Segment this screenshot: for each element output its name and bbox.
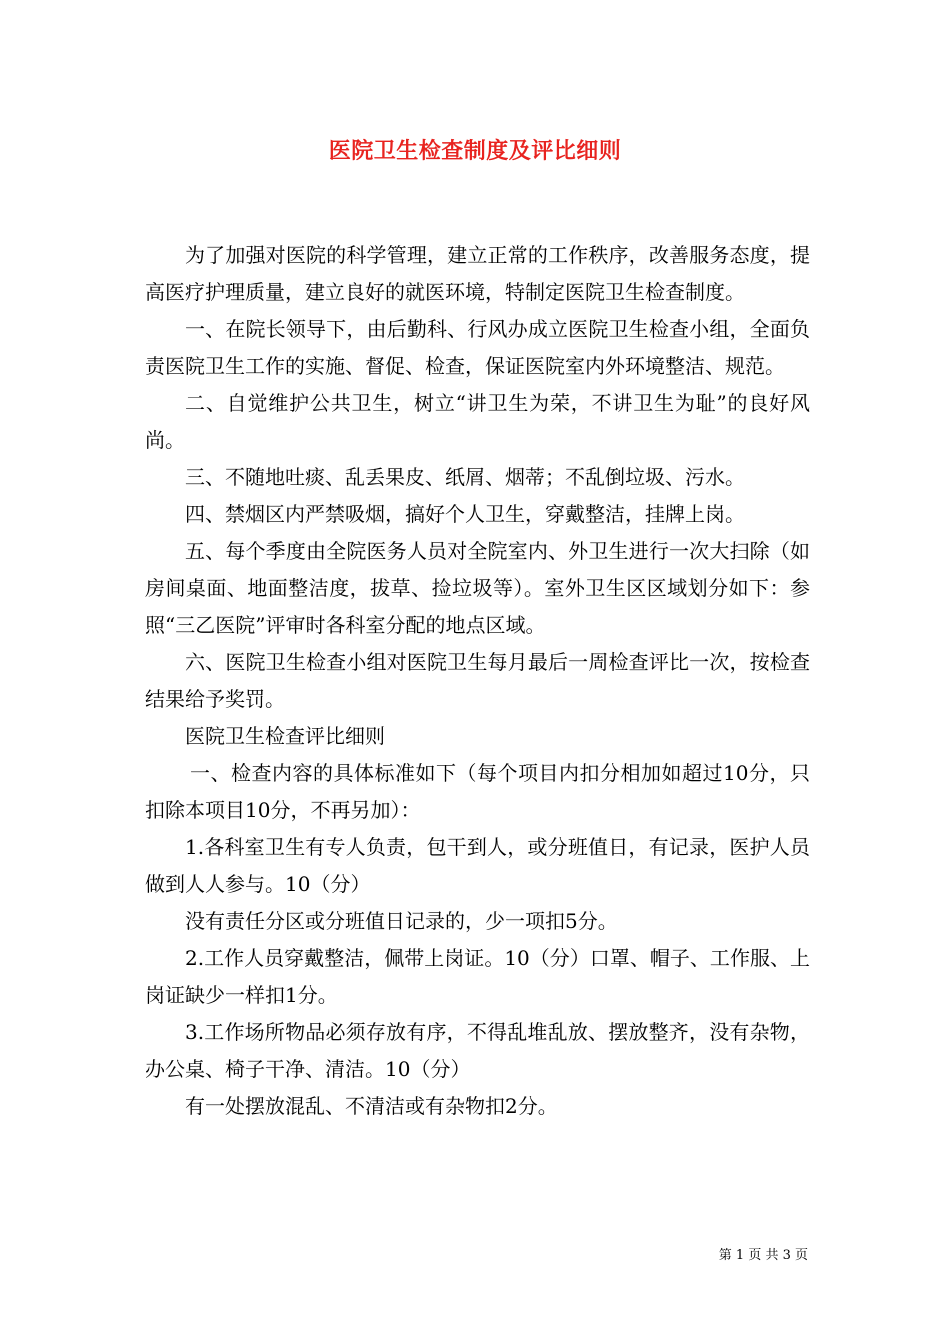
paragraph-intro: 为了加强对医院的科学管理，建立正常的工作秩序，改善服务态度，提高医疗护理质量，建立良好的就医环境，特制定医院卫生检查制度。 — [145, 243, 810, 304]
paragraph-item-6: 六、医院卫生检查小组对医院卫生每月最后一周检查评比一次，按检查结果给予奖罚。 — [145, 650, 810, 711]
paragraph-rule-1-deduction: 没有责任分区或分班值日记录的，少一项扣5分。 — [185, 909, 618, 933]
section-heading-rules: 医院卫生检查评比细则 — [185, 724, 385, 748]
paragraph-item-4: 四、禁烟区内严禁吸烟，搞好个人卫生，穿戴整洁，挂牌上岗。 — [185, 502, 745, 526]
paragraph-standards: 一、检查内容的具体标准如下（每个项目内扣分相加如超过10分，只扣除本项目10分，不再另加）： — [145, 761, 810, 822]
paragraph-rule-2: 2.工作人员穿戴整洁，佩带上岗证。10（分）口罩、帽子、工作服、上岗证缺少一样扣1分。 — [145, 946, 810, 1007]
paragraph-rule-3-deduction: 有一处摆放混乱、不清洁或有杂物扣2分。 — [185, 1094, 558, 1118]
paragraph-rule-1: 1.各科室卫生有专人负责，包干到人，或分班值日，有记录，医护人员做到人人参与。10（分） — [145, 835, 810, 896]
document-body — [145, 237, 810, 1125]
document-title: 医院卫生检查制度及评比细则 — [328, 138, 622, 164]
paragraph-item-2: 二、自觉维护公共卫生，树立“讲卫生为荣，不讲卫生为耻”的良好风尚。 — [145, 391, 810, 452]
paragraph-item-1: 一、在院长领导下，由后勤科、行风办成立医院卫生检查小组，全面负责医院卫生工作的实施、督促、检查，保证医院室内外环境整洁、规范。 — [145, 317, 810, 378]
paragraph-item-5: 五、每个季度由全院医务人员对全院室内、外卫生进行一次大扫除（如房间桌面、地面整洁度，拔草、捡垃圾等）。室外卫生区区域划分如下：参照“三乙医院”评审时各科室分配的地点区域。 — [145, 539, 810, 637]
paragraph-item-3: 三、不随地吐痰、乱丢果皮、纸屑、烟蒂；不乱倒垃圾、污水。 — [185, 465, 745, 489]
page-number-footer: 第 1 页 共 3 页 — [718, 1248, 808, 1263]
paragraph-rule-3: 3.工作场所物品必须存放有序，不得乱堆乱放、摆放整齐，没有杂物，办公桌、椅子干净、清洁。10（分） — [145, 1020, 810, 1081]
